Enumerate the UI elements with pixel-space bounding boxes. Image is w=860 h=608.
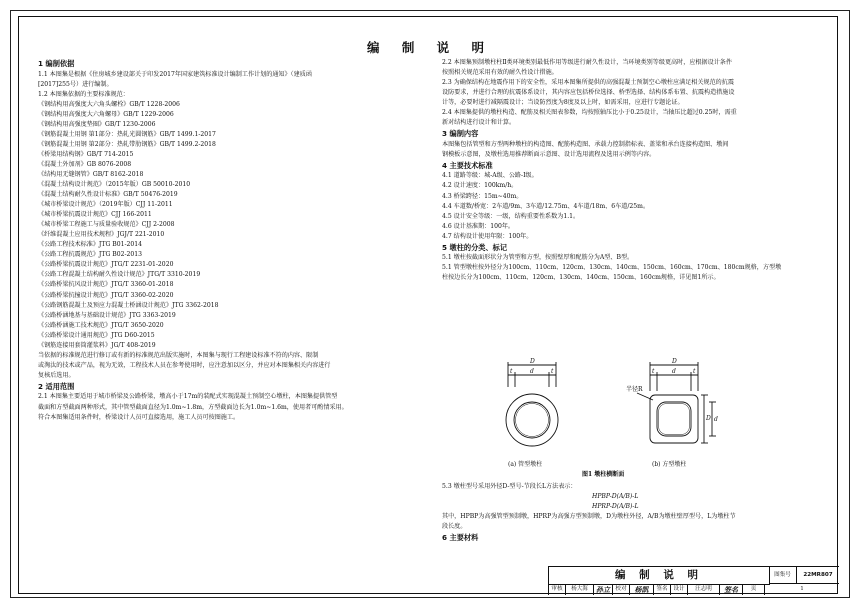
text-line: 《钢筋连接用套筒灌浆料》JG/T 408-2019 bbox=[38, 341, 156, 349]
text-line: 当依据的标准规范进行修订或有新的标准规范出版实施时，本图集与现行工程建设标准不符的内容、限制 bbox=[38, 351, 319, 359]
text-line: 《公路桥梁抗风设计规范》JTG/T 3360-01-2018 bbox=[38, 281, 174, 289]
formula-line: HPBP-D(A/B)-L bbox=[592, 493, 639, 501]
figure-cross-section bbox=[456, 357, 756, 482]
dim-label-t: t bbox=[652, 368, 655, 375]
text-line: 《公路桥涵施工技术规范》JTG/T 3650-2020 bbox=[38, 321, 164, 329]
title-block bbox=[548, 566, 839, 595]
text-line: 钢模板示意图，及墩柱选用推荐断面示意图、设计选用流程及选用示例等内容。 bbox=[442, 150, 656, 158]
left-column bbox=[38, 58, 423, 423]
text-line: 《钢筋混凝土用钢 第1部分：热轧光圆钢筋》GB/T 1499.1-2017 bbox=[38, 130, 216, 138]
text-line: 《混凝土外加剂》GB 8076-2008 bbox=[38, 160, 132, 168]
title-block-cell: 杨凯 bbox=[630, 584, 654, 595]
page-number: 1 bbox=[800, 586, 804, 592]
text-line: 《城市桥梁工程施工与质量验收规范》CJJ 2-2008 bbox=[38, 221, 175, 229]
text-line: 《纤维混凝土应用技术规程》JGJ/T 221-2010 bbox=[38, 231, 165, 239]
figure-sub-b: (b) 方型墩柱 bbox=[652, 461, 687, 468]
text-line: 4.6 设计基准期：100年。 bbox=[442, 222, 515, 230]
text-line: 本图集包括管型和方型两种墩柱的构造图、配筋构造图、承载力控制指标表、盖梁和承台连接构造图、墩间 bbox=[442, 140, 729, 148]
text-line: 4.7 结构设计使用年限：100年。 bbox=[442, 232, 533, 240]
section-heading: 5 墩柱的分类、标记 bbox=[442, 242, 508, 252]
title-block-cell: 孙立 bbox=[594, 584, 613, 595]
text-line: 段长度。 bbox=[442, 523, 467, 531]
dim-label-d: d bbox=[530, 368, 534, 375]
text-line: 5.1 管型墩柱按外径分为100cm、110cm、120cm、130cm、140cm、150cm、160cm、170cm、180cm规格，方型墩 bbox=[442, 264, 782, 272]
formula-line: HPRP-D(A/B)-L bbox=[592, 503, 639, 511]
dim-label-D: D bbox=[672, 358, 677, 365]
text-line: 《钢结构用高强度垫圈》GB/T 1230-2006 bbox=[38, 120, 156, 128]
dim-label-D: D bbox=[530, 358, 535, 365]
text-line: 《城市桥梁设计规范》（2019年版）CJJ 11-2011 bbox=[38, 201, 173, 209]
dim-label-t: t bbox=[510, 368, 513, 375]
title-block-cell: 设计 bbox=[671, 584, 688, 595]
text-line: 或淘汰的技术或产品，视为无效，工程技术人员在参考使用时，应注意加以区分，并应对本图集相关内容进行 bbox=[38, 361, 331, 369]
text-line: 《公路桥涵地基与基础设计规范》JTG 3363-2019 bbox=[38, 311, 176, 319]
text-line: 《城市桥梁抗震设计规范》CJJ 166-2011 bbox=[38, 211, 152, 219]
text-line: 5.1 墩柱按截面形状分为管型和方型，按照壁厚和配筋分为A型、B型。 bbox=[442, 254, 634, 262]
text-line: 设防要求，并进行合理的抗震体系设计，其内容应包括桥位选择、桥型选择、结构体系布置、抗震构造措施设 bbox=[442, 89, 735, 97]
title-block-cell: 签名 bbox=[720, 584, 743, 595]
right-column bbox=[442, 58, 832, 283]
text-line: 新对结构进行设计和计算。 bbox=[442, 119, 516, 127]
text-line: 4.5 设计安全等级：一级，结构重要性系数为1.1。 bbox=[442, 212, 580, 220]
text-line: 复核后选用。 bbox=[38, 371, 75, 379]
title-block-cell: 汪志明 bbox=[688, 584, 720, 595]
section-heading: 2 适用范围 bbox=[38, 381, 75, 391]
section-heading: 1 编制依据 bbox=[38, 59, 75, 68]
text-line: 《结构用无缝钢管》GB/T 8162-2018 bbox=[38, 170, 144, 178]
text-line: 《公路工程抗震规范》JTG B02-2013 bbox=[38, 251, 143, 259]
title-block-cell: 杨大海 bbox=[566, 584, 594, 595]
dim-label-radius: 半径R bbox=[626, 386, 643, 393]
dim-label-d: d bbox=[714, 416, 718, 423]
text-line: 《桥梁用结构钢》GB/T 714-2015 bbox=[38, 150, 134, 158]
text-line: 其中，HPBP为高强管型预制墩，HPRP为高强方型预制墩，D为墩柱外径，A/B为墩柱壁厚型号，L为墩柱节 bbox=[442, 513, 736, 521]
text-line: 2.2 本图集预制墩柱柱Ⅱ类环境类别最低作用等级进行耐久性设计，当环境类别等级更高时，应根据设计条件 bbox=[442, 59, 732, 66]
page-title: 编 制 说 明 bbox=[366, 40, 494, 55]
cross-section-drawing bbox=[456, 357, 756, 482]
section-heading: 4 主要技术标准 bbox=[442, 160, 493, 170]
section-heading: 6 主要材料 bbox=[442, 533, 479, 543]
text-line: 5.3 墩柱型号采用外径D-型号-节段长L方法表示： bbox=[442, 483, 577, 490]
title-block-title: 编 制 说 明 bbox=[549, 567, 770, 585]
text-line: 计等，必要时进行减隔震设计；当设防烈度为8度及以上时，如需采用，应进行专题论证。 bbox=[442, 99, 684, 107]
atlas-label: 图集号 bbox=[769, 567, 797, 584]
dim-label-D: D bbox=[706, 415, 711, 422]
text-line: 《公路工程混凝土结构耐久性设计规范》JTG/T 3310-2019 bbox=[38, 271, 201, 279]
text-line: 《钢结构用高强度大六角头螺栓》GB/T 1228-2006 bbox=[38, 100, 180, 108]
text-line: 《公路桥梁设计通用规范》JTG D60-2015 bbox=[38, 331, 155, 339]
text-line: 1.2 本图集依据的主要标准规范： bbox=[38, 90, 129, 98]
title-block-cell: 签名 bbox=[654, 584, 671, 595]
text-line: 《公路钢筋混凝土及预应力混凝土桥涵设计规范》JTG 3362-2018 bbox=[38, 301, 219, 309]
dim-label-t: t bbox=[693, 368, 696, 375]
text-line: 4.1 道路等级：城-A级、公路-Ⅰ级。 bbox=[442, 172, 538, 180]
figure-caption: 图1 墩柱横断面 bbox=[582, 471, 625, 478]
text-line: 2.1 本图集主要适用于城市桥梁及公路桥梁，墩高小于17m的装配式实现混凝土预制空心墩柱，本图集提供管型 bbox=[38, 393, 338, 401]
text-line: 《公路桥梁抗震设计规范》JTG/T 2231-01-2020 bbox=[38, 261, 174, 269]
text-line: 《公路桥梁抗撞设计规范》JTG/T 3360-02-2020 bbox=[38, 291, 174, 299]
text-line: 4.4 车道数/桥宽：2车道/9m、3车道/12.75m、4车道/18m、6车道/25m。 bbox=[442, 202, 650, 210]
title-block-cell: 校对 bbox=[613, 584, 630, 595]
text-line: 《混凝土结构设计规范》（2015年版）GB 50010-2010 bbox=[38, 181, 191, 189]
text-line: 符合本图集适用条件时，桥梁设计人员可直接选用，施工人员可按图施工。 bbox=[38, 413, 240, 421]
text-line: 4.2 设计速度：100km/h。 bbox=[442, 182, 518, 190]
text-line: 2.4 本图集提供的墩柱构造、配筋及相关图表参数，均按照轴压比小于0.25设计，当轴压比超过0.25时，需重 bbox=[442, 109, 737, 117]
dim-label-d: d bbox=[672, 368, 676, 375]
text-line: 2.3 为确保结构在地震作用下的安全性，采用本图集所提供的高强混凝土预制空心墩柱应满足相关规范的抗震 bbox=[442, 79, 734, 87]
title-block-cell: 审核 bbox=[549, 584, 566, 595]
text-line: 按照相关规范采用有效的耐久性设计措施。 bbox=[442, 69, 558, 77]
text-line: 《钢筋混凝土用钢 第2部分：热轧带肋钢筋》GB/T 1499.2-2018 bbox=[38, 140, 216, 148]
text-line: 截面和方型截面两种形式，其中管型截面直径为1.0m~1.8m，方型截面边长为1.0m~1.6m，使用者可酌情采用。 bbox=[38, 403, 348, 411]
right-column-after-figure bbox=[442, 482, 832, 544]
text-line: 1.1 本图集是根据《住房城乡建设部关于印发2017年国家建筑标准设计编制工作计划的通知》（建质函 bbox=[38, 70, 312, 78]
text-line: [2017]255号）进行编制。 bbox=[38, 80, 113, 88]
text-line: 《公路工程技术标准》JTG B01-2014 bbox=[38, 241, 143, 249]
atlas-number: 22MR807 bbox=[797, 567, 839, 584]
section-heading: 3 编制内容 bbox=[442, 129, 479, 139]
title-block-cell: 页 bbox=[743, 584, 765, 595]
dim-label-t: t bbox=[551, 368, 554, 375]
text-line: 4.3 桥梁跨径：15m~40m。 bbox=[442, 192, 523, 200]
figure-sub-a: (a) 管型墩柱 bbox=[508, 461, 543, 468]
text-line: 《钢结构用高强度大六角螺母》GB/T 1229-2006 bbox=[38, 110, 174, 118]
text-line: 《混凝土结构耐久性设计标准》GB/T 50476-2019 bbox=[38, 191, 178, 199]
text-line: 柱按边长分为100cm、110cm、120cm、130cm、140cm、150cm、160cm规格，详见图1所示。 bbox=[442, 274, 720, 282]
